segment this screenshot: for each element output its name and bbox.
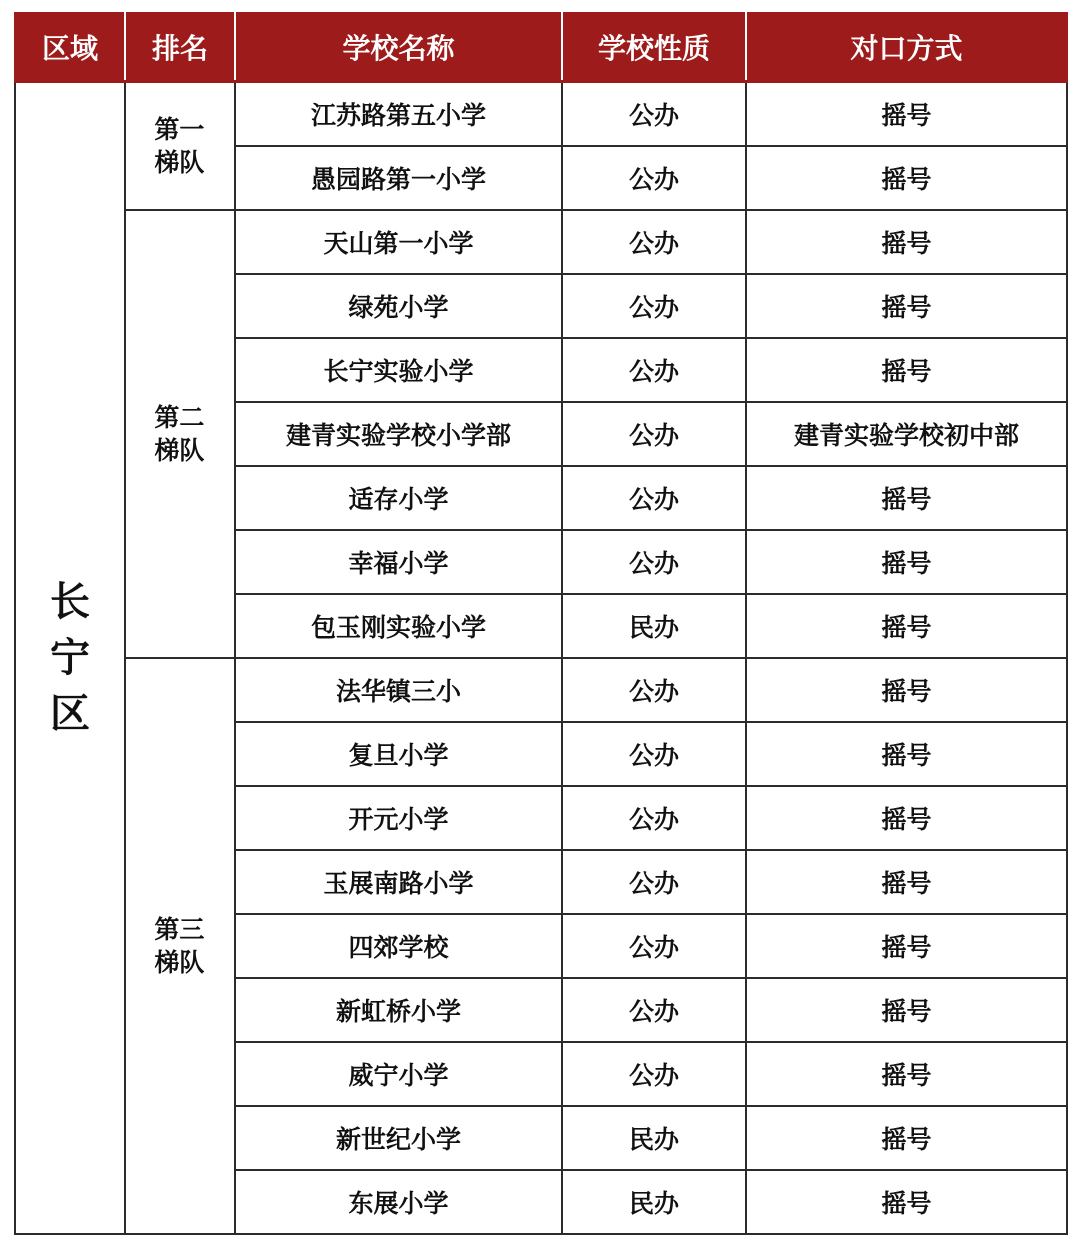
admission-cell: 摇号 — [746, 1170, 1067, 1234]
school-type-cell: 公办 — [562, 978, 746, 1042]
table-row — [15, 658, 1067, 722]
admission-cell: 摇号 — [746, 594, 1067, 658]
school-type-cell: 公办 — [562, 530, 746, 594]
region-cell — [15, 82, 125, 1235]
admission-cell: 摇号 — [746, 338, 1067, 402]
header-row — [15, 13, 1067, 82]
school-name-cell: 天山第一小学 — [235, 210, 562, 274]
tier-label: 第三梯队 — [154, 915, 205, 977]
header-rank: 排名 — [125, 13, 235, 82]
header-school-name: 学校名称 — [235, 13, 562, 82]
header-admission: 对口方式 — [746, 13, 1067, 82]
admission-cell: 摇号 — [746, 850, 1067, 914]
school-ranking-table — [14, 12, 1068, 1235]
school-name-cell: 绿苑小学 — [235, 274, 562, 338]
school-type-cell: 公办 — [562, 722, 746, 786]
table-row — [15, 82, 1067, 147]
tier-cell — [125, 210, 235, 658]
school-name-cell: 愚园路第一小学 — [235, 146, 562, 210]
school-type-cell: 公办 — [562, 786, 746, 850]
header-region: 区域 — [15, 13, 125, 82]
admission-cell: 建青实验学校初中部 — [746, 402, 1067, 466]
school-name-cell: 玉展南路小学 — [235, 850, 562, 914]
table-header — [15, 13, 1067, 82]
admission-cell: 摇号 — [746, 210, 1067, 274]
tier-label: 第二梯队 — [154, 403, 205, 465]
school-type-cell: 民办 — [562, 594, 746, 658]
school-type-cell: 公办 — [562, 402, 746, 466]
region-label: 长宁区 — [50, 579, 90, 737]
admission-cell: 摇号 — [746, 466, 1067, 530]
school-name-cell: 适存小学 — [235, 466, 562, 530]
admission-cell: 摇号 — [746, 274, 1067, 338]
school-type-cell: 公办 — [562, 82, 746, 147]
school-name-cell: 新虹桥小学 — [235, 978, 562, 1042]
school-name-cell: 法华镇三小 — [235, 658, 562, 722]
table-body — [15, 82, 1067, 1235]
admission-cell: 摇号 — [746, 786, 1067, 850]
school-type-cell: 公办 — [562, 850, 746, 914]
admission-cell: 摇号 — [746, 914, 1067, 978]
school-name-cell: 东展小学 — [235, 1170, 562, 1234]
admission-cell: 摇号 — [746, 530, 1067, 594]
tier-cell — [125, 658, 235, 1234]
school-type-cell: 民办 — [562, 1106, 746, 1170]
tier-cell — [125, 82, 235, 211]
tier-label: 第一梯队 — [154, 115, 205, 177]
school-name-cell: 复旦小学 — [235, 722, 562, 786]
school-type-cell: 公办 — [562, 658, 746, 722]
school-type-cell: 公办 — [562, 466, 746, 530]
school-name-cell: 四郊学校 — [235, 914, 562, 978]
admission-cell: 摇号 — [746, 82, 1067, 147]
school-type-cell: 公办 — [562, 210, 746, 274]
admission-cell: 摇号 — [746, 658, 1067, 722]
school-type-cell: 公办 — [562, 274, 746, 338]
school-name-cell: 新世纪小学 — [235, 1106, 562, 1170]
school-name-cell: 江苏路第五小学 — [235, 82, 562, 147]
school-name-cell: 幸福小学 — [235, 530, 562, 594]
school-name-cell: 威宁小学 — [235, 1042, 562, 1106]
admission-cell: 摇号 — [746, 1106, 1067, 1170]
school-type-cell: 民办 — [562, 1170, 746, 1234]
school-name-cell: 长宁实验小学 — [235, 338, 562, 402]
school-name-cell: 开元小学 — [235, 786, 562, 850]
school-name-cell: 建青实验学校小学部 — [235, 402, 562, 466]
header-school-type: 学校性质 — [562, 13, 746, 82]
school-type-cell: 公办 — [562, 914, 746, 978]
school-type-cell: 公办 — [562, 146, 746, 210]
school-name-cell: 包玉刚实验小学 — [235, 594, 562, 658]
admission-cell: 摇号 — [746, 722, 1067, 786]
admission-cell: 摇号 — [746, 146, 1067, 210]
school-type-cell: 公办 — [562, 1042, 746, 1106]
table-row — [15, 210, 1067, 274]
school-type-cell: 公办 — [562, 338, 746, 402]
admission-cell: 摇号 — [746, 978, 1067, 1042]
admission-cell: 摇号 — [746, 1042, 1067, 1106]
